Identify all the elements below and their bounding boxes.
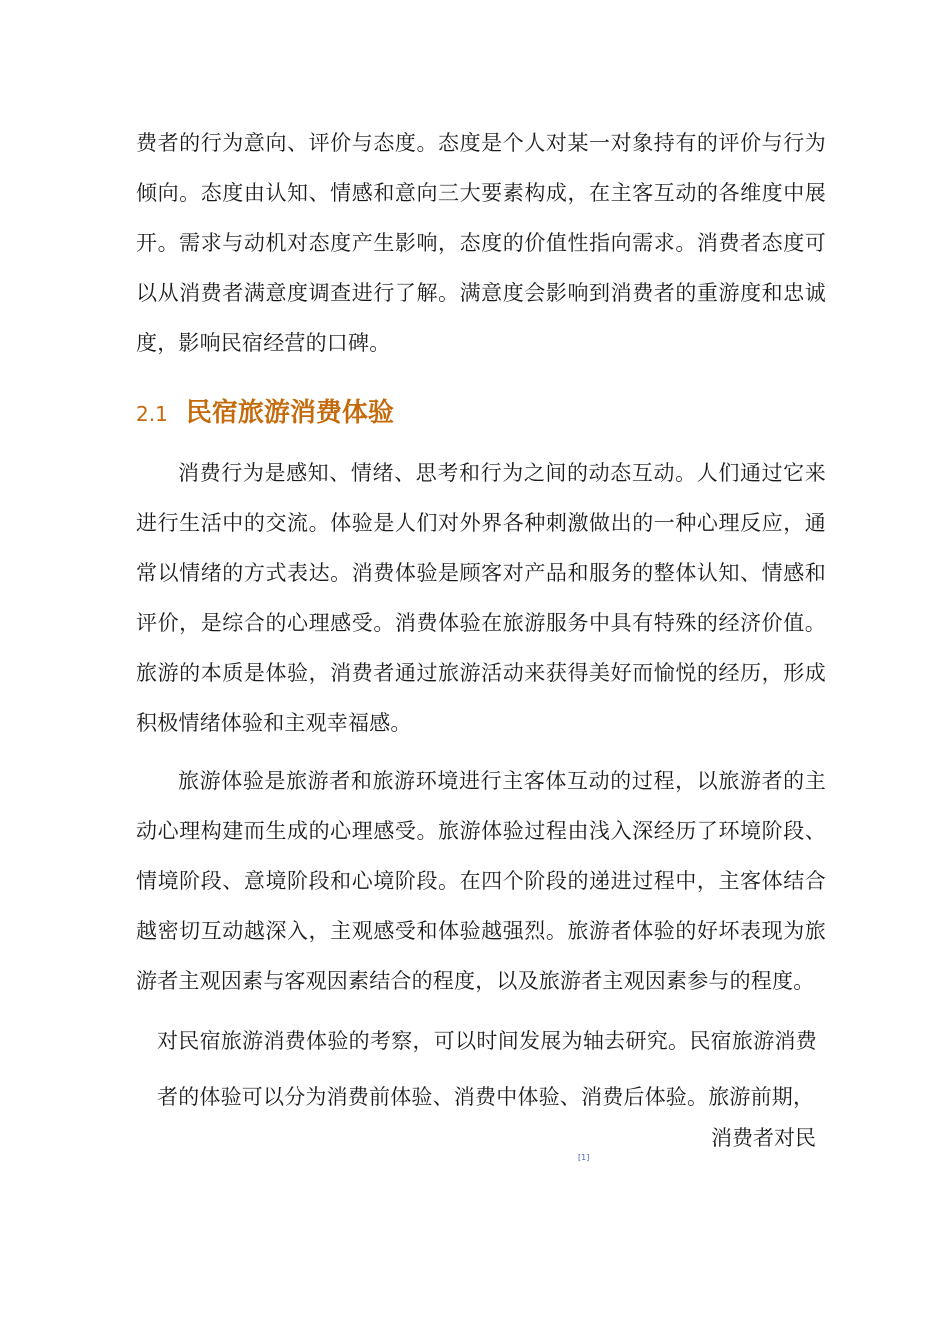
section-number: 2.1 (136, 402, 168, 426)
section-title: 民宿旅游消费体验 (185, 398, 394, 428)
paragraph-homestay-study-tail: 消费者对民 (711, 1126, 816, 1150)
footnote-reference-link[interactable]: [1] (578, 1153, 590, 1162)
paragraph-consumption-experience: 消费行为是感知、情绪、思考和行为之间的动态互动。人们通过它来进行生活中的交流。体验是人们对外界各种刺激做出的一种心理反应，通常以情绪的方式表达。消费体验是顾客对产品和服务的整体认知、情感和评价，是综合的心理感受。消费体验在旅游服务中具有特殊的经济价值。旅游的本质是体验，消费者通过旅游活动来获得美好而愉悦的经历，形成积极情绪体验和主观幸福感。 (136, 461, 826, 735)
paragraph-tourism-experience: 旅游体验是旅游者和旅游环境进行主客体互动的过程，以旅游者的主动心理构建而生成的心理感受。旅游体验过程由浅入深经历了环境阶段、情境阶段、意境阶段和心境阶段。在四个阶段的递进过程中，主客体结合越密切互动越深入，主观感受和体验越强烈。旅游者体验的好坏表现为旅游者主观因素与客观因素结合的程度，以及旅游者主观因素参与的程度。 (136, 769, 826, 993)
section-heading (136, 388, 394, 439)
paragraph-attitude: 费者的行为意向、评价与态度。态度是个人对某一对象持有的评价与行为倾向。态度由认知、情感和意向三大要素构成，在主客互动的各维度中展开。需求与动机对态度产生影响，态度的价值性指向需求。消费者态度可以从消费者满意度调查进行了解。满意度会影响到消费者的重游度和忠诚度，影响民宿经营的口碑。 (136, 131, 826, 355)
paragraph-homestay-study: 对民宿旅游消费体验的考察，可以时间发展为轴去研究。民宿旅游消费者的体验可以分为消费前体验、消费中体验、消费后体验。旅游前期， (157, 1029, 817, 1109)
